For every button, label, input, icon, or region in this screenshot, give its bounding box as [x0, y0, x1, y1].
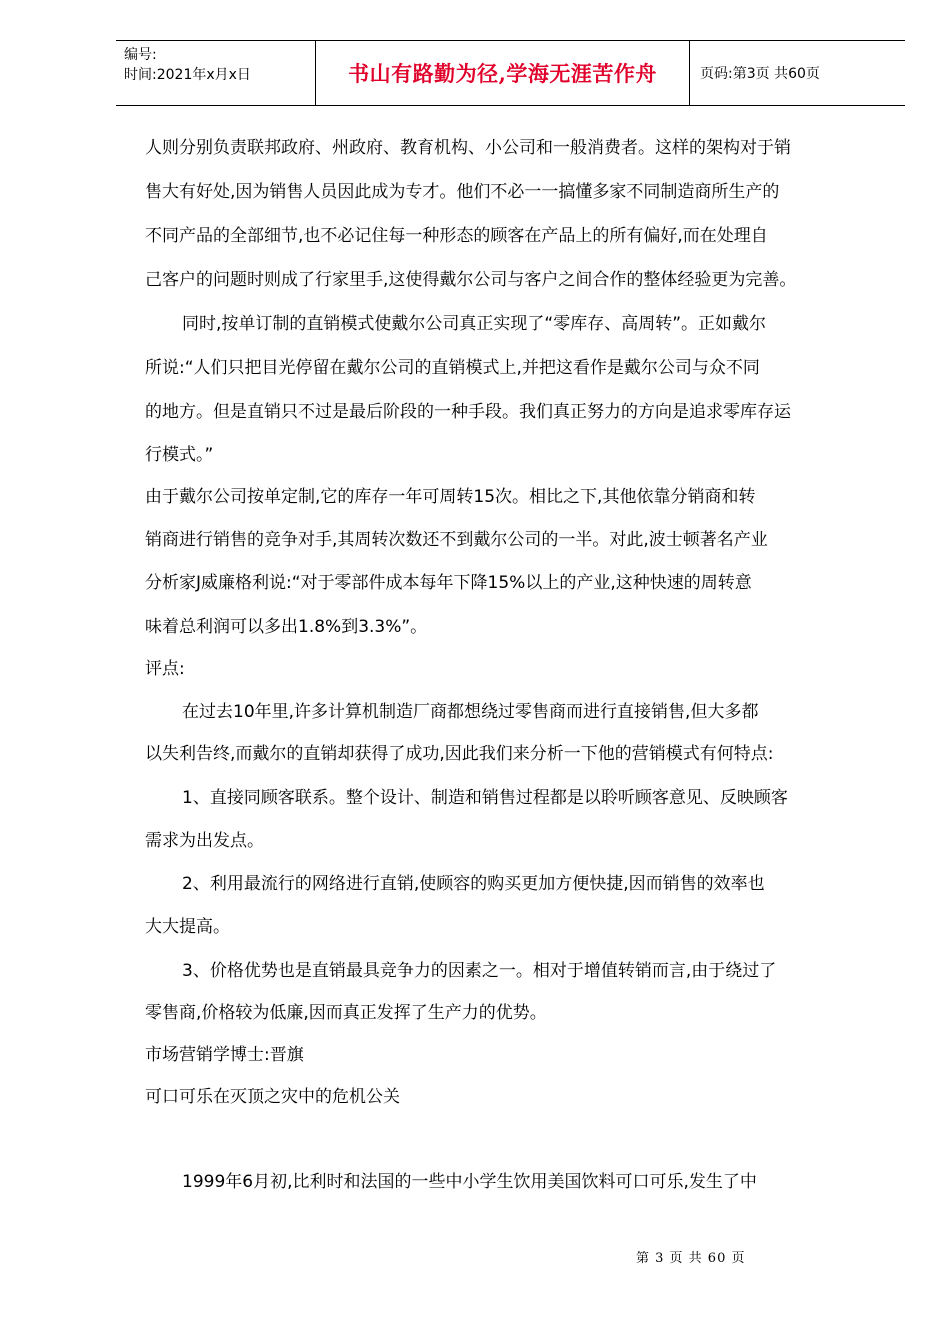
text-line: 售大有好处,因为销售人员因此成为专才。他们不必一一搞懂多家不同制造商所生产的 — [145, 182, 780, 202]
text-line: 的地方。但是直销只不过是最后阶段的一种手段。我们真正努力的方向是追求零库存运 — [145, 402, 791, 422]
text-line: 需求为出发点。 — [145, 831, 264, 851]
page-header — [116, 40, 905, 106]
text-line: 以失利告终,而戴尔的直销却获得了成功,因此我们来分析一下他的营销模式有何特点: — [145, 744, 774, 764]
list-item: 1、直接同顾客联系。整个设计、制造和销售过程都是以聆听顾客意见、反映顾客 — [182, 788, 788, 808]
text-line: 同时,按单订制的直销模式使戴尔公司真正实现了“零库存、高周转”。正如戴尔 — [182, 314, 767, 334]
text-line: 销商进行销售的竞争对手,其周转次数还不到戴尔公司的一半。对此,波士顿著名产业 — [145, 530, 768, 550]
list-item: 3、价格优势也是直销最具竞争力的因素之一。相对于增值转销而言,由于绕过了 — [182, 961, 777, 981]
text-line: 所说:“人们只把目光停留在戴尔公司的直销模式上,并把这看作是戴尔公司与众不同 — [145, 358, 760, 378]
text-line: 由于戴尔公司按单定制,它的库存一年可周转15次。相比之下,其他依靠分销商和转 — [145, 487, 756, 507]
page-footer: 第 3 页 共 60 页 — [636, 1251, 746, 1266]
text-line: 1999年6月初,比利时和法国的一些中小学生饮用美国饮料可口可乐,发生了中 — [182, 1172, 757, 1192]
text-line: 零售商,价格较为低廉,因而真正发挥了生产力的优势。 — [145, 1003, 547, 1023]
document-time-label: 时间:2021年x月x日 — [124, 67, 251, 83]
text-line: 不同产品的全部细节,也不必记住每一种形态的顾客在产品上的所有偏好,而在处理自 — [145, 226, 768, 246]
text-line: 分析家J威廉格利说:“对于零部件成本每年下降15%以上的产业,这种快速的周转意 — [145, 573, 752, 593]
section-title: 可口可乐在灭顶之灾中的危机公关 — [145, 1087, 400, 1107]
text-line: 大大提高。 — [145, 917, 230, 937]
author-line: 市场营销学博士:晋旗 — [145, 1045, 304, 1065]
text-line: 味着总利润可以多出1.8%到3.3%”。 — [145, 617, 428, 637]
text-line: 人则分别负责联邦政府、州政府、教育机构、小公司和一般消费者。这样的架构对于销 — [145, 138, 791, 158]
text-line: 己客户的问题时则成了行家里手,这使得戴尔公司与客户之间合作的整体经验更为完善。 — [145, 270, 797, 290]
text-line: 在过去10年里,许多计算机制造厂商都想绕过零售商而进行直接销售,但大多都 — [182, 702, 759, 722]
header-page-info: 页码:第3页 共60页 — [700, 66, 820, 82]
header-meta — [116, 41, 316, 105]
list-item: 2、利用最流行的网络进行直销,使顾容的购买更加方便快捷,因而销售的效率也 — [182, 874, 765, 894]
comment-heading: 评点: — [145, 659, 185, 679]
text-line: 行模式。” — [145, 445, 214, 465]
header-motto: 书山有路勤为径,学海无涯苦作舟 — [316, 41, 690, 105]
document-number-label: 编号: — [124, 47, 157, 63]
